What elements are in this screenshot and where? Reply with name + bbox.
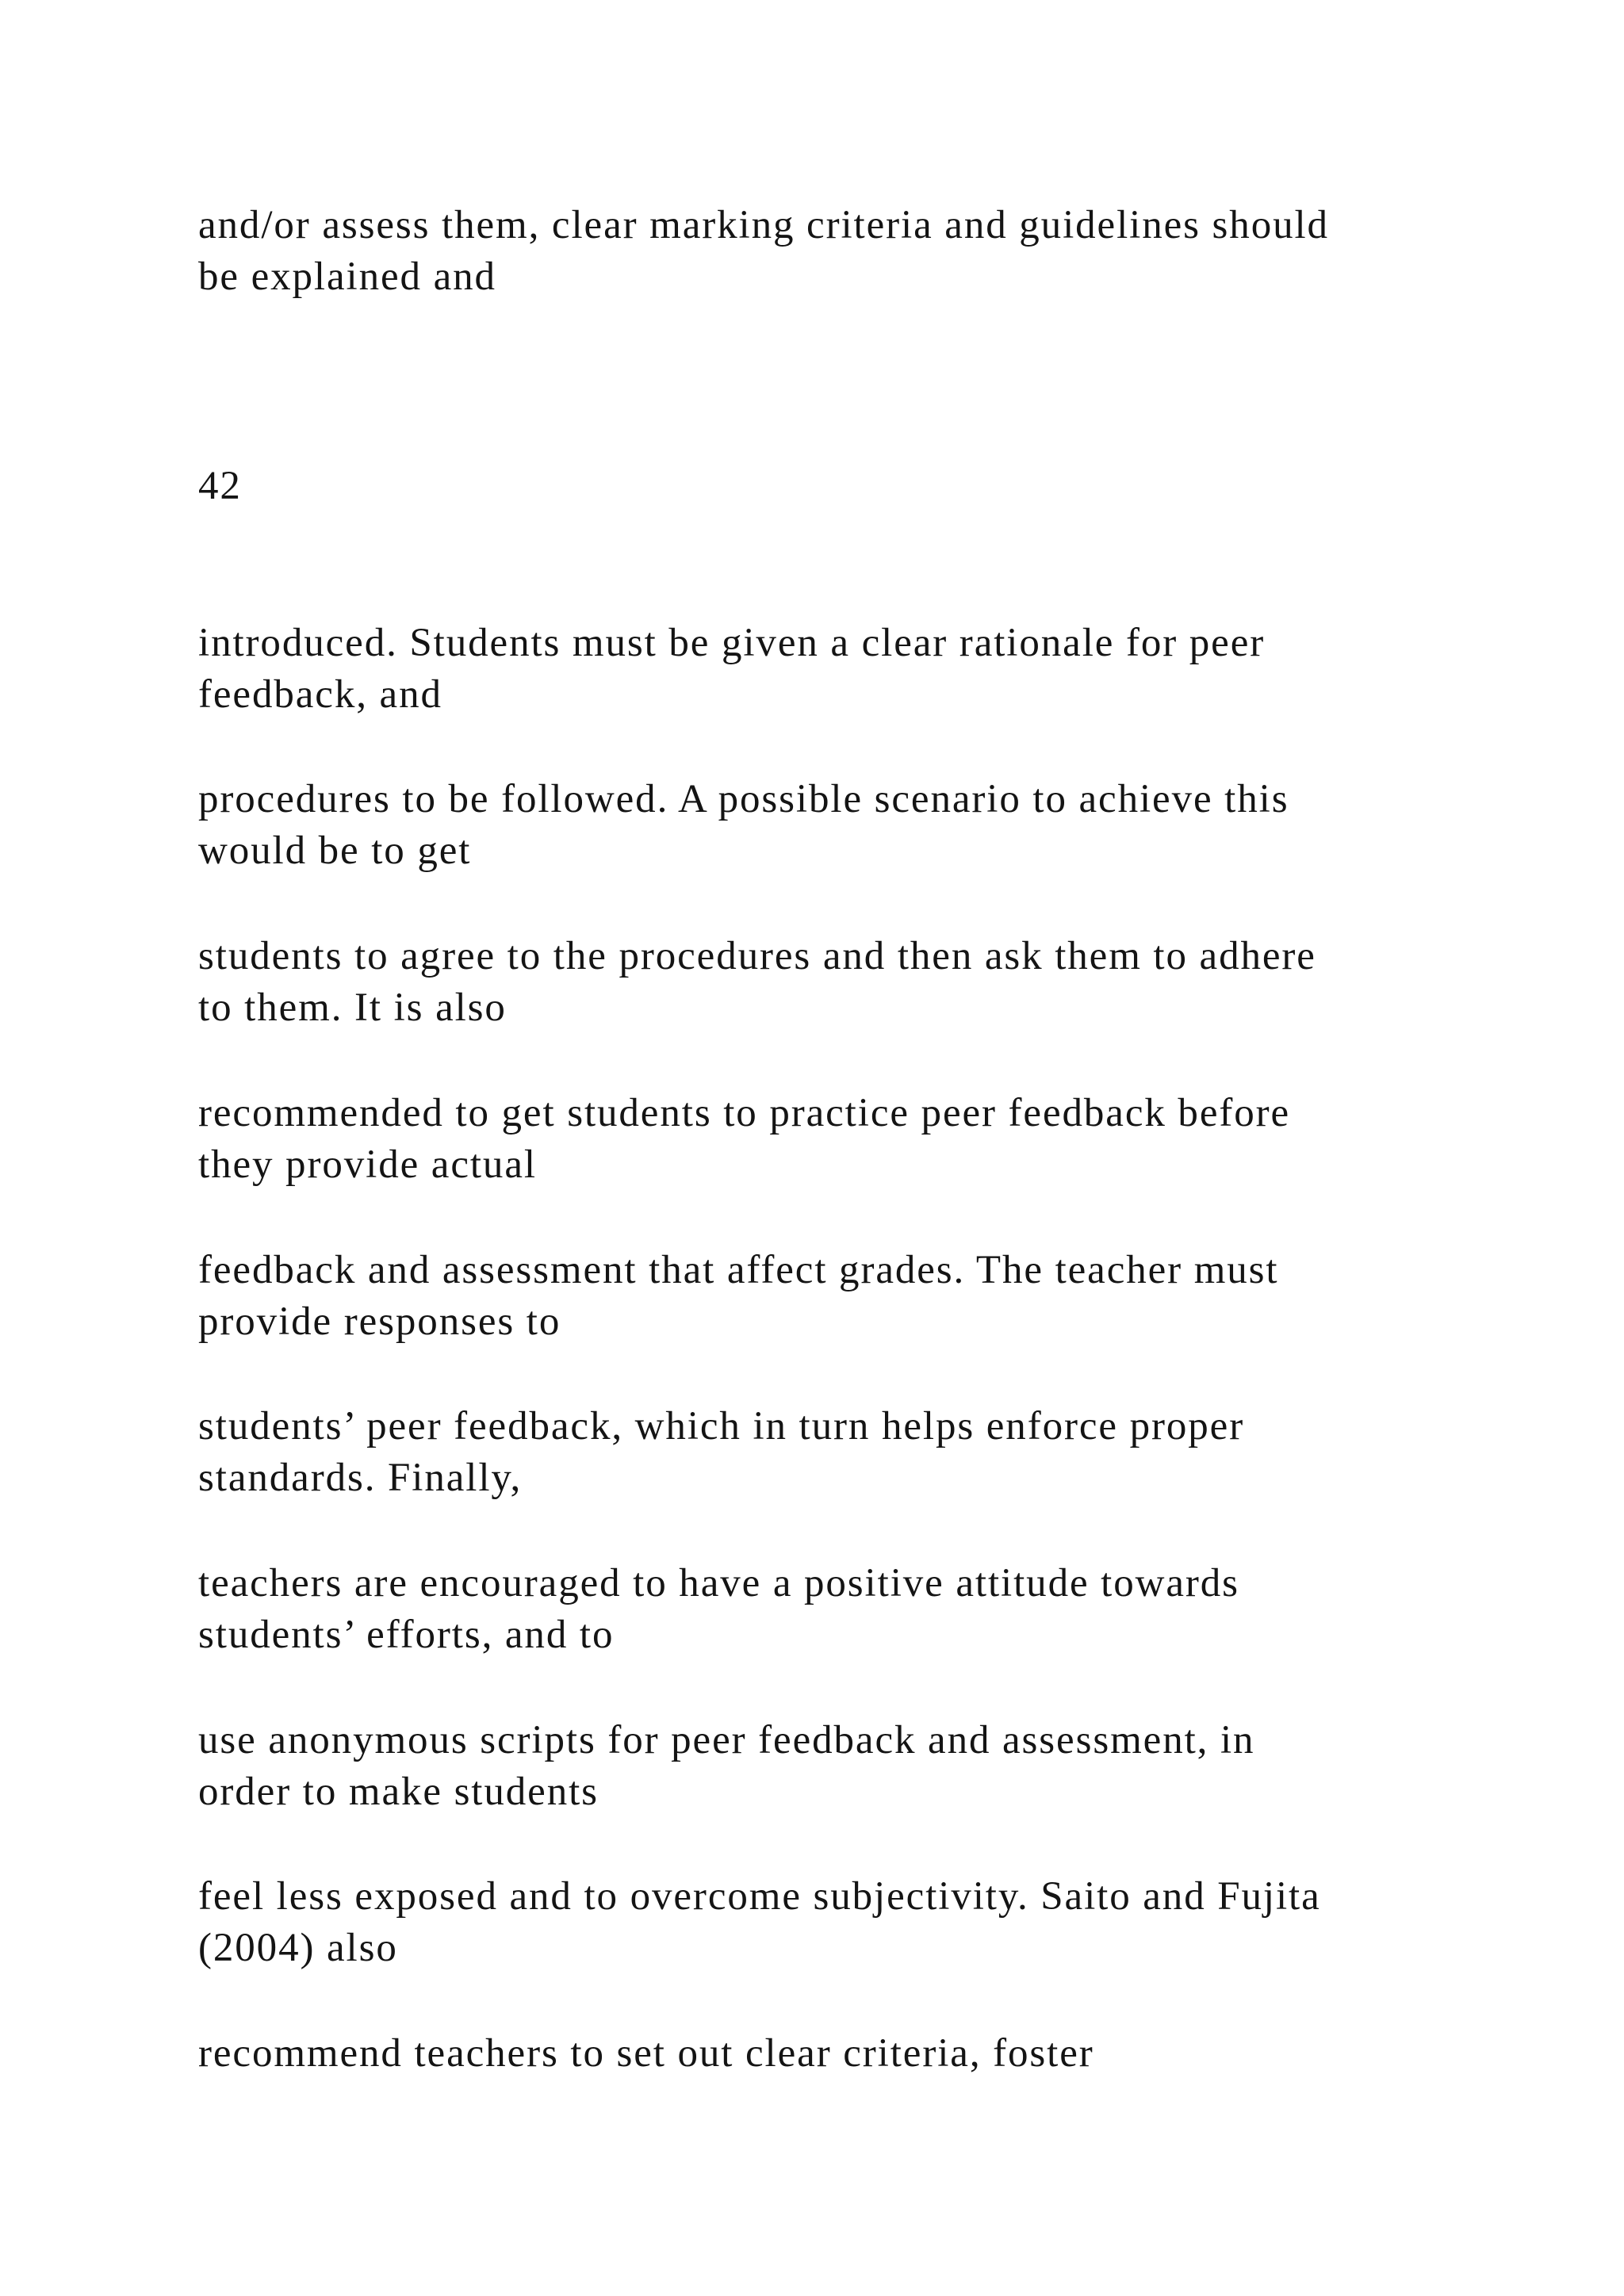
paragraph (198, 1245, 1507, 1348)
paragraph (198, 1871, 1507, 1974)
text-line: order to make students (198, 1770, 599, 1814)
text-line: students’ efforts, and to (198, 1613, 615, 1657)
paragraph (198, 1558, 1507, 1661)
text-line: introduced. Students must be given a clear rationale for peer (198, 621, 1266, 665)
text-line: standards. Finally, (198, 1456, 523, 1500)
paragraph (198, 2028, 1507, 2080)
paragraph (198, 1715, 1507, 1818)
page-number-text: 42 (198, 464, 242, 508)
text-line: and/or assess them, clear marking criteria and guidelines should (198, 203, 1329, 247)
text-line: use anonymous scripts for peer feedback and assessment, in (198, 1718, 1255, 1762)
paragraph (198, 200, 1507, 303)
text-line: would be to get (198, 828, 472, 873)
text-line: teachers are encouraged to have a positive attitude towards (198, 1561, 1239, 1605)
text-line: provide responses to (198, 1299, 561, 1344)
text-line: students to agree to the procedures and then ask them to adhere (198, 934, 1316, 978)
text-line: feel less exposed and to overcome subjectivity. Saito and Fujita (198, 1874, 1321, 1919)
text-line: (2004) also (198, 1926, 398, 1970)
text-line: be explained and (198, 254, 496, 299)
text-line: feedback and assessment that affect grades. The teacher must (198, 1248, 1279, 1292)
text-line: they provide actual (198, 1142, 537, 1187)
text-line: procedures to be followed. A possible scenario to achieve this (198, 777, 1289, 821)
paragraph (198, 618, 1507, 721)
text-line: students’ peer feedback, which in turn helps enforce proper (198, 1404, 1245, 1448)
page-number (198, 461, 1507, 512)
paragraph (198, 1088, 1507, 1191)
text-line: feedback, and (198, 672, 442, 717)
paragraph (198, 931, 1507, 1034)
text-line: recommended to get students to practice peer feedback before (198, 1091, 1291, 1135)
text-line: recommend teachers to set out clear criteria, foster (198, 2031, 1094, 2076)
paragraph (198, 774, 1507, 877)
text-line: to them. It is also (198, 985, 507, 1030)
paragraph (198, 1401, 1507, 1504)
